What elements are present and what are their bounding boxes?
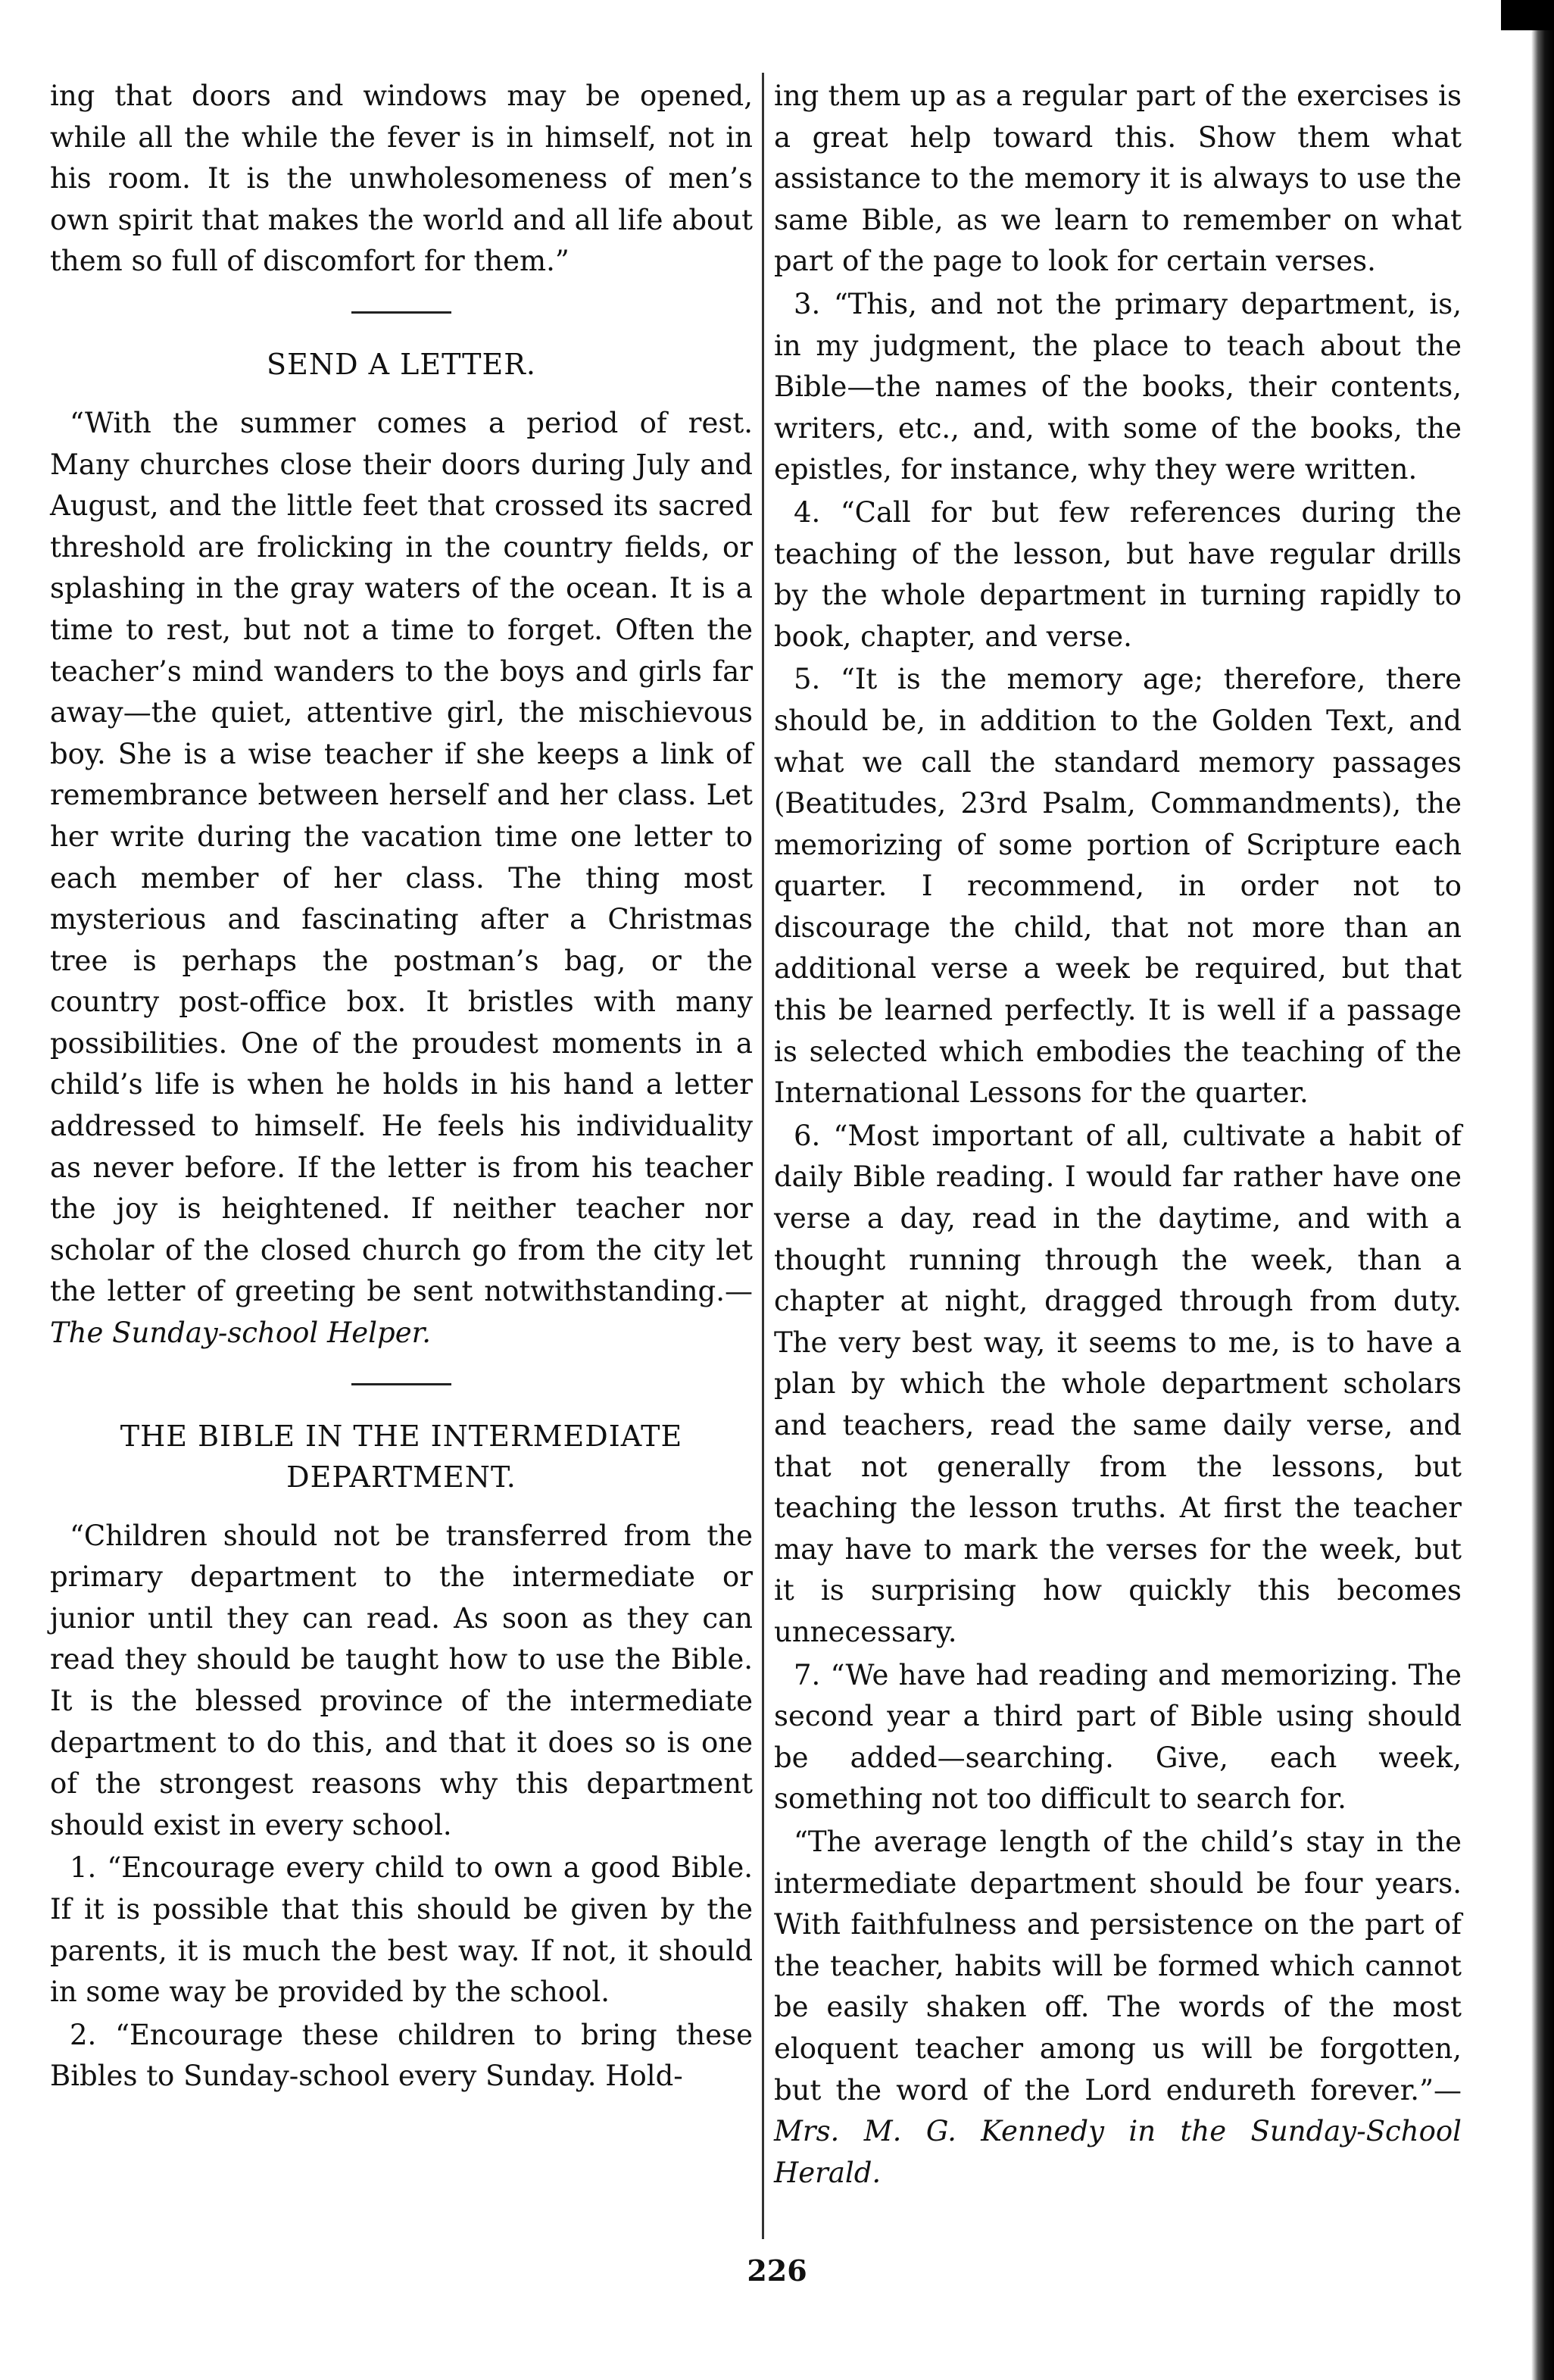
intro-paragraph: ing that doors and windows may be opened, while all the while the fever is in himself, not in his room. It is the unwholesomeness of men’s own spirit that makes the world and all life about them so full of discomfort for them.” (50, 80, 753, 278)
closing-source: Mrs. M. G. Kennedy in the Sunday-School Herald. (774, 2115, 1462, 2189)
list-item-point-2: 2. “Encourage these children to bring these Bibles to Sunday-school every Sunday. Hold- (50, 2018, 753, 2093)
list-item-point-2-continued: ing them up as a regular part of the exercises is a great help toward this. Show them what assistance to the memory it is always to use the same Bible, as we learn to remember on what part of the page to look for certain verses. (774, 80, 1462, 278)
left-column (50, 76, 753, 2097)
section-divider (351, 1383, 451, 1385)
scan-edge-corner (1501, 0, 1554, 30)
list-item-point-6: 6. “Most important of all, cultivate a habit of daily Bible reading. I would far rather have one verse a day, read in the daytime, and with a thought running through the week, than a chapter at night, dragged through from duty. The very best way, it seems to me, is to have a plan by which the whole department scholars and teachers, read the same daily verse, and that not generally from the lessons, but teaching the lesson truths. At first the teacher may have to mark the verses for the week, but it is surprising how quickly this becomes unnecessary. (774, 1119, 1462, 1648)
article-title-line1: THE BIBLE IN THE INTERMEDIATE (120, 1419, 683, 1453)
article-title-line2: DEPARTMENT. (286, 1460, 516, 1494)
article-source: The Sunday-school Helper. (50, 1316, 431, 1350)
right-column (774, 76, 1462, 2194)
article-title-bible-intermediate (50, 1416, 753, 1498)
list-item-point-4: 4. “Call for but few references during the teaching of the lesson, but have regular drills by the whole department in turning rapidly to book, chapter, and verse. (774, 495, 1462, 653)
list-item-point-3: 3. “This, and not the primary department, is, in my judgment, the place to teach about the Bible—the names of the books, their contents, writers, etc., and, with some of the books, the epistles, for instance, why they were written. (774, 287, 1462, 486)
scan-edge-shadow (1531, 0, 1554, 2380)
article-body-send-a-letter (50, 403, 753, 1354)
column-divider (762, 73, 764, 2239)
page-number: 226 (747, 2254, 807, 2288)
list-item-point-1: 1. “Encourage every child to own a good Bible. If it is possible that this should be given by the parents, it is much the best way. If not, it should in some way be provided by the school. (50, 1851, 753, 2009)
section-divider (351, 311, 451, 314)
article-title-send-a-letter: SEND A LETTER. (267, 347, 536, 381)
list-item-point-5: 5. “It is the memory age; therefore, there should be, in addition to the Golden Text, and what we call the standard memory passages (Beatitudes, 23rd Psalm, Commandments), the memorizing of some portion of Scripture each quarter. I recommend, in order not to discourage the child, that not more than an additional verse a week be required, but that this be learned perfectly. It is well if a passage is selected which embodies the teaching of the International Lessons for the quarter. (774, 663, 1462, 1110)
article-intro: “Children should not be transferred from the primary department to the intermediate or junior until they can read. As soon as they can read they should be taught how to use the Bible. It is the blessed province of the intermediate department to do this, and that it does so is one of the strongest reasons why this department should exist in every school. (50, 1519, 753, 1841)
closing-text: “The average length of the child’s stay in the intermediate department should be four years. With faithfulness and persistence on the part of the teacher, habits will be formed which cannot be easily shaken off. The words of the most eloquent teacher among us will be forgotten, but the word of the Lord endureth forever.”— (774, 1825, 1462, 2107)
list-item-point-7: 7. “We have had reading and memorizing. The second year a third part of Bible using should be added—searching. Give, each week, something not too difficult to search for. (774, 1658, 1462, 1816)
closing-paragraph (774, 1822, 1462, 2194)
article-body-text: “With the summer comes a period of rest. Many churches close their doors during July and August, and the little feet that crossed its sacred threshold are frolicking in the country fields, or splashing in the gray waters of the ocean. It is a time to rest, but not a time to forget. Often the teacher’s mind wanders to the boys and girls far away—the quiet, attentive girl, the mischievous boy. She is a wise teacher if she keeps a link of remembrance between herself and her class. Let her write during the vacation time one letter to each member of her class. The thing most mysterious and fascinating after a Christmas tree is perhaps the postman’s bag, or the country post-office box. It bristles with many possibilities. One of the proudest moments in a child’s life is when he holds in his hand a letter addressed to himself. He feels his individuality as never before. If the letter is from his teacher the joy is heightened. If neither teacher nor scholar of the closed church go from the city let the letter of greeting be sent notwithstanding.— (50, 406, 753, 1308)
